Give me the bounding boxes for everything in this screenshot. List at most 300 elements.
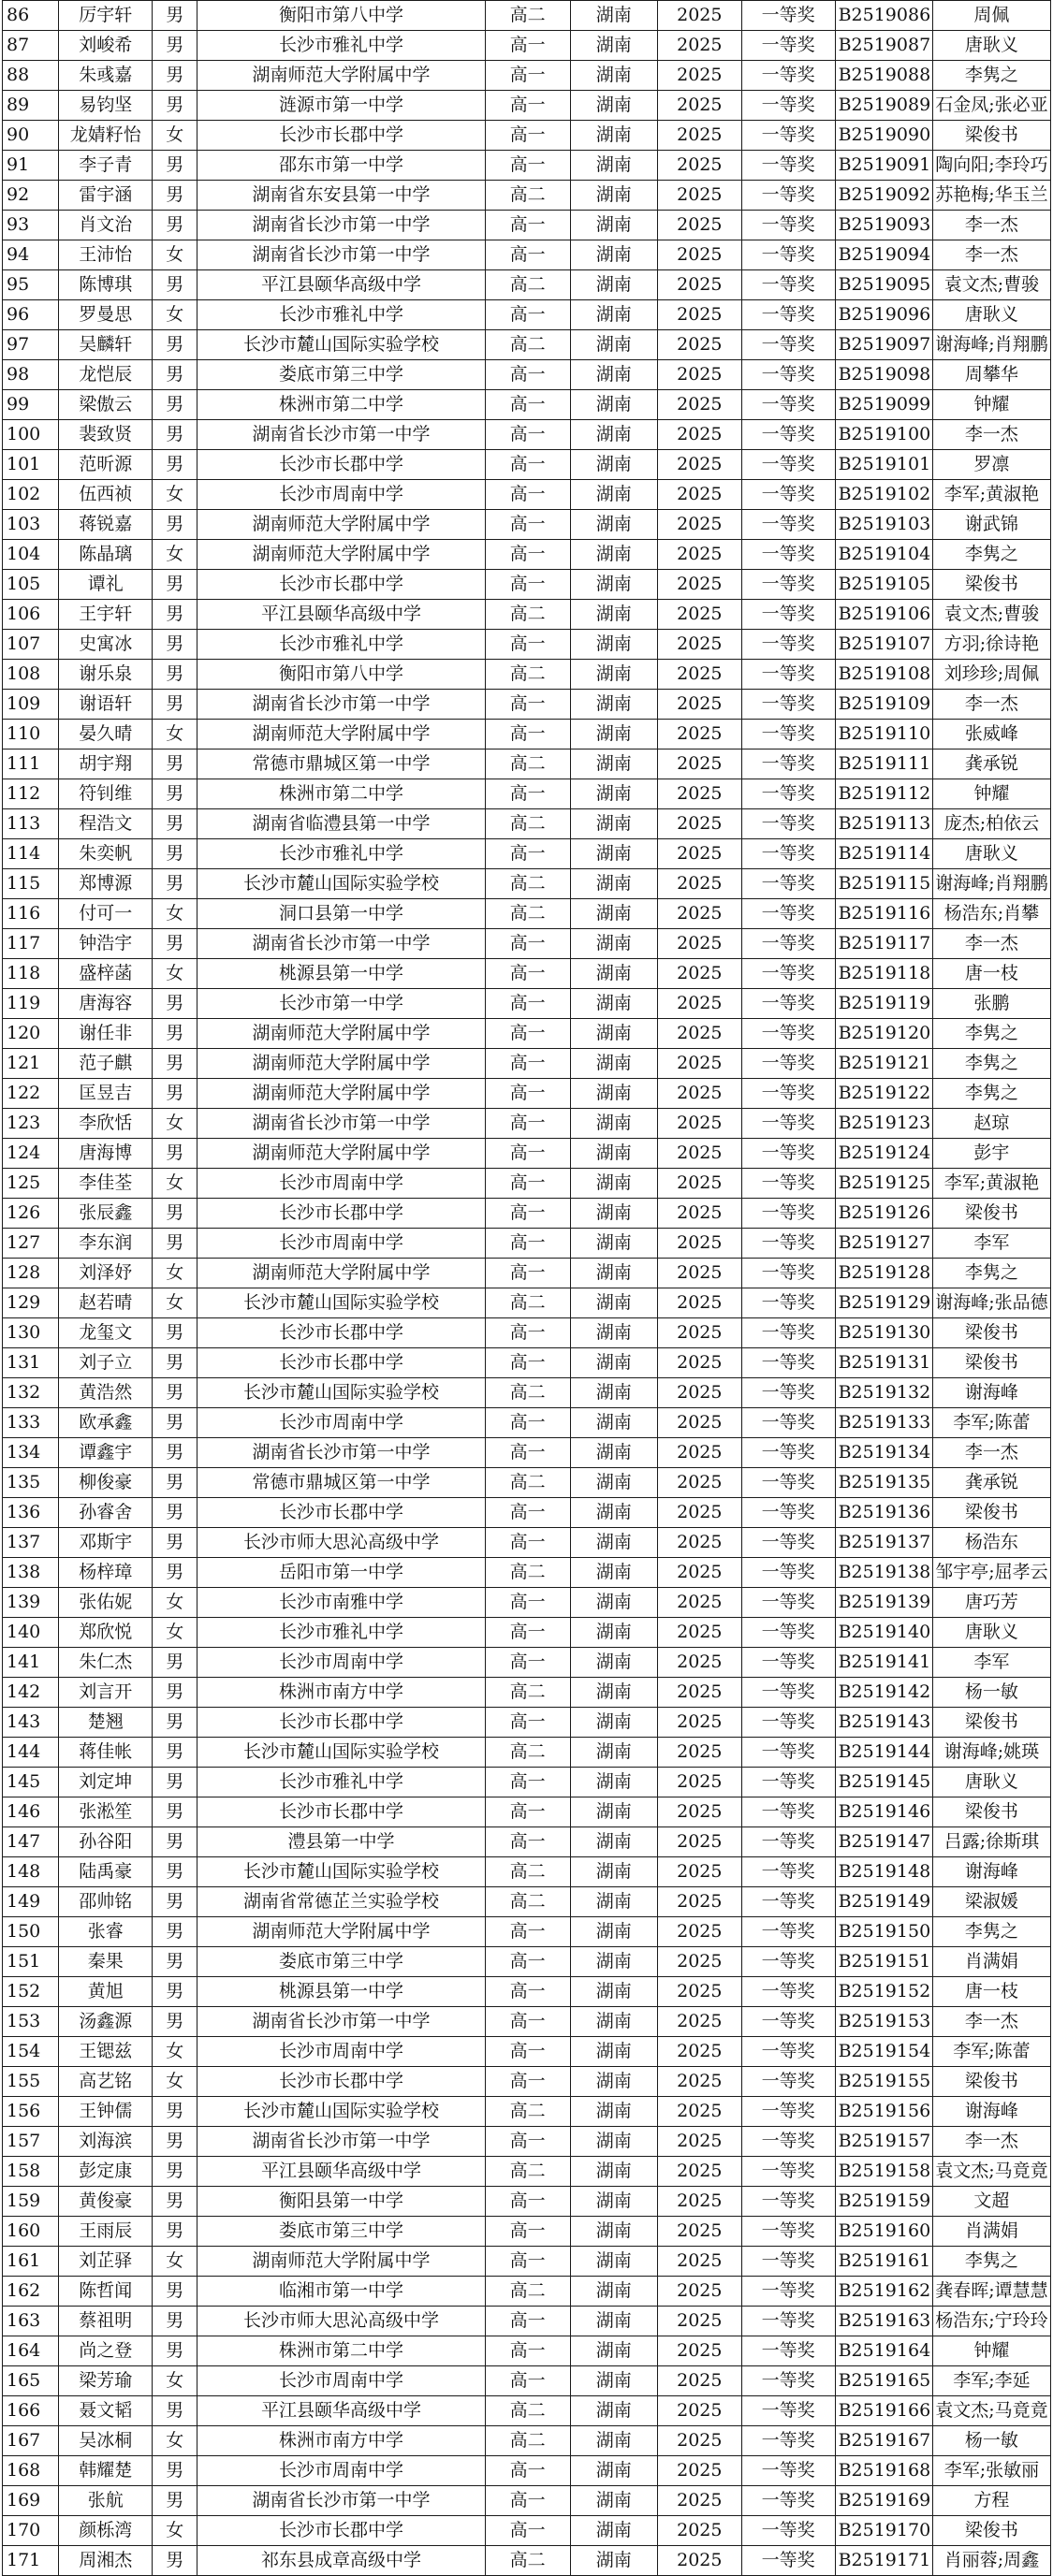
province-cell: 湖南 bbox=[570, 1408, 657, 1438]
school-cell: 桃源县第一中学 bbox=[197, 959, 485, 989]
grade-cell: 高一 bbox=[485, 1199, 570, 1229]
year-cell: 2025 bbox=[657, 1199, 741, 1229]
province-cell: 湖南 bbox=[570, 2037, 657, 2067]
student-name-cell: 罗曼思 bbox=[59, 300, 153, 330]
award-cell: 一等奖 bbox=[741, 300, 835, 330]
province-cell: 湖南 bbox=[570, 899, 657, 929]
certificate-number-cell: B2519145 bbox=[835, 1768, 932, 1797]
row-number-cell: 153 bbox=[3, 2007, 59, 2037]
school-cell: 湖南师范大学附属中学 bbox=[197, 1049, 485, 1079]
student-name-cell: 王宇轩 bbox=[59, 600, 153, 630]
teacher-cell: 彭宇 bbox=[932, 1139, 1050, 1169]
province-cell: 湖南 bbox=[570, 1468, 657, 1498]
year-cell: 2025 bbox=[657, 929, 741, 959]
certificate-number-cell: B2519153 bbox=[835, 2007, 932, 2037]
grade-cell: 高一 bbox=[485, 1318, 570, 1348]
certificate-number-cell: B2519119 bbox=[835, 989, 932, 1019]
grade-cell: 高一 bbox=[485, 2516, 570, 2546]
certificate-number-cell: B2519170 bbox=[835, 2516, 932, 2546]
row-number-cell: 159 bbox=[3, 2187, 59, 2217]
gender-cell: 女 bbox=[153, 2516, 197, 2546]
table-row bbox=[3, 1049, 1051, 1079]
student-name-cell: 龙婧籽怡 bbox=[59, 121, 153, 151]
student-name-cell: 柳俊豪 bbox=[59, 1468, 153, 1498]
teacher-cell: 杨一敏 bbox=[932, 2426, 1050, 2456]
grade-cell: 高一 bbox=[485, 2456, 570, 2486]
row-number-cell: 156 bbox=[3, 2097, 59, 2127]
year-cell: 2025 bbox=[657, 1229, 741, 1259]
row-number-cell: 88 bbox=[3, 61, 59, 91]
school-cell: 湖南省长沙市第一中学 bbox=[197, 929, 485, 959]
grade-cell: 高一 bbox=[485, 839, 570, 869]
year-cell: 2025 bbox=[657, 31, 741, 61]
school-cell: 长沙市雅礼中学 bbox=[197, 630, 485, 660]
award-cell: 一等奖 bbox=[741, 1887, 835, 1917]
certificate-number-cell: B2519167 bbox=[835, 2426, 932, 2456]
grade-cell: 高一 bbox=[485, 31, 570, 61]
award-cell: 一等奖 bbox=[741, 1618, 835, 1648]
school-cell: 湖南省长沙市第一中学 bbox=[197, 240, 485, 270]
award-cell: 一等奖 bbox=[741, 2516, 835, 2546]
student-name-cell: 易钧坚 bbox=[59, 91, 153, 121]
gender-cell: 男 bbox=[153, 1558, 197, 1588]
certificate-number-cell: B2519143 bbox=[835, 1708, 932, 1738]
grade-cell: 高二 bbox=[485, 1288, 570, 1318]
certificate-number-cell: B2519098 bbox=[835, 360, 932, 390]
table-row bbox=[3, 720, 1051, 750]
gender-cell: 男 bbox=[153, 839, 197, 869]
row-number-cell: 90 bbox=[3, 121, 59, 151]
grade-cell: 高一 bbox=[485, 1169, 570, 1199]
certificate-number-cell: B2519110 bbox=[835, 720, 932, 750]
row-number-cell: 144 bbox=[3, 1738, 59, 1768]
certificate-number-cell: B2519124 bbox=[835, 1139, 932, 1169]
year-cell: 2025 bbox=[657, 1977, 741, 2007]
school-cell: 长沙市麓山国际实验学校 bbox=[197, 1738, 485, 1768]
award-cell: 一等奖 bbox=[741, 1947, 835, 1977]
school-cell: 湖南师范大学附属中学 bbox=[197, 1139, 485, 1169]
gender-cell: 男 bbox=[153, 1, 197, 31]
province-cell: 湖南 bbox=[570, 390, 657, 420]
certificate-number-cell: B2519132 bbox=[835, 1378, 932, 1408]
grade-cell: 高一 bbox=[485, 1768, 570, 1797]
student-name-cell: 盛梓菡 bbox=[59, 959, 153, 989]
certificate-number-cell: B2519165 bbox=[835, 2366, 932, 2396]
student-name-cell: 谢任非 bbox=[59, 1019, 153, 1049]
award-cell: 一等奖 bbox=[741, 1079, 835, 1109]
row-number-cell: 94 bbox=[3, 240, 59, 270]
gender-cell: 女 bbox=[153, 1169, 197, 1199]
grade-cell: 高一 bbox=[485, 2366, 570, 2396]
table-row bbox=[3, 570, 1051, 600]
province-cell: 湖南 bbox=[570, 809, 657, 839]
year-cell: 2025 bbox=[657, 360, 741, 390]
school-cell: 长沙市雅礼中学 bbox=[197, 300, 485, 330]
row-number-cell: 114 bbox=[3, 839, 59, 869]
gender-cell: 男 bbox=[153, 91, 197, 121]
table-row bbox=[3, 1199, 1051, 1229]
gender-cell: 男 bbox=[153, 1857, 197, 1887]
school-cell: 湖南省东安县第一中学 bbox=[197, 181, 485, 211]
teacher-cell: 谢武锦 bbox=[932, 510, 1050, 540]
school-cell: 长沙市雅礼中学 bbox=[197, 1618, 485, 1648]
award-cell: 一等奖 bbox=[741, 1378, 835, 1408]
certificate-number-cell: B2519128 bbox=[835, 1259, 932, 1288]
teacher-cell: 梁俊书 bbox=[932, 1348, 1050, 1378]
gender-cell: 男 bbox=[153, 390, 197, 420]
table-row bbox=[3, 1408, 1051, 1438]
gender-cell: 女 bbox=[153, 240, 197, 270]
teacher-cell: 李隽之 bbox=[932, 1049, 1050, 1079]
student-name-cell: 高艺铭 bbox=[59, 2067, 153, 2097]
year-cell: 2025 bbox=[657, 1049, 741, 1079]
student-name-cell: 雷宇涵 bbox=[59, 181, 153, 211]
student-name-cell: 刘定坤 bbox=[59, 1768, 153, 1797]
award-cell: 一等奖 bbox=[741, 720, 835, 750]
gender-cell: 男 bbox=[153, 510, 197, 540]
award-cell: 一等奖 bbox=[741, 390, 835, 420]
award-cell: 一等奖 bbox=[741, 1348, 835, 1378]
table-row bbox=[3, 899, 1051, 929]
gender-cell: 女 bbox=[153, 2426, 197, 2456]
grade-cell: 高一 bbox=[485, 390, 570, 420]
school-cell: 洞口县第一中学 bbox=[197, 899, 485, 929]
year-cell: 2025 bbox=[657, 2217, 741, 2247]
table-row bbox=[3, 510, 1051, 540]
student-name-cell: 杨梓璋 bbox=[59, 1558, 153, 1588]
student-name-cell: 韩耀楚 bbox=[59, 2456, 153, 2486]
certificate-number-cell: B2519108 bbox=[835, 660, 932, 690]
grade-cell: 高二 bbox=[485, 1887, 570, 1917]
row-number-cell: 157 bbox=[3, 2127, 59, 2157]
table-row bbox=[3, 330, 1051, 360]
award-cell: 一等奖 bbox=[741, 2037, 835, 2067]
school-cell: 长沙市麓山国际实验学校 bbox=[197, 2097, 485, 2127]
year-cell: 2025 bbox=[657, 1378, 741, 1408]
teacher-cell: 庞杰;柏依云 bbox=[932, 809, 1050, 839]
table-row bbox=[3, 211, 1051, 240]
teacher-cell: 张威峰 bbox=[932, 720, 1050, 750]
row-number-cell: 118 bbox=[3, 959, 59, 989]
province-cell: 湖南 bbox=[570, 720, 657, 750]
teacher-cell: 袁文杰;马竟竟 bbox=[932, 2157, 1050, 2187]
row-number-cell: 123 bbox=[3, 1109, 59, 1139]
school-cell: 湖南省长沙市第一中学 bbox=[197, 2127, 485, 2157]
grade-cell: 高一 bbox=[485, 360, 570, 390]
school-cell: 长沙市长郡中学 bbox=[197, 121, 485, 151]
school-cell: 湖南省临澧县第一中学 bbox=[197, 809, 485, 839]
table-row bbox=[3, 2097, 1051, 2127]
province-cell: 湖南 bbox=[570, 1348, 657, 1378]
year-cell: 2025 bbox=[657, 450, 741, 480]
row-number-cell: 129 bbox=[3, 1288, 59, 1318]
table-row bbox=[3, 2336, 1051, 2366]
province-cell: 湖南 bbox=[570, 151, 657, 181]
province-cell: 湖南 bbox=[570, 330, 657, 360]
gender-cell: 男 bbox=[153, 360, 197, 390]
teacher-cell: 唐一枝 bbox=[932, 1977, 1050, 2007]
student-name-cell: 蔡祖明 bbox=[59, 2307, 153, 2336]
province-cell: 湖南 bbox=[570, 2007, 657, 2037]
table-row bbox=[3, 1468, 1051, 1498]
gender-cell: 女 bbox=[153, 1288, 197, 1318]
province-cell: 湖南 bbox=[570, 929, 657, 959]
teacher-cell: 龚承锐 bbox=[932, 750, 1050, 779]
certificate-number-cell: B2519162 bbox=[835, 2277, 932, 2307]
student-name-cell: 晏久晴 bbox=[59, 720, 153, 750]
row-number-cell: 163 bbox=[3, 2307, 59, 2336]
teacher-cell: 李军;李延 bbox=[932, 2366, 1050, 2396]
certificate-number-cell: B2519161 bbox=[835, 2247, 932, 2277]
table-row bbox=[3, 869, 1051, 899]
student-name-cell: 李子青 bbox=[59, 151, 153, 181]
year-cell: 2025 bbox=[657, 899, 741, 929]
year-cell: 2025 bbox=[657, 660, 741, 690]
award-cell: 一等奖 bbox=[741, 809, 835, 839]
student-name-cell: 郑欣悦 bbox=[59, 1618, 153, 1648]
table-row bbox=[3, 91, 1051, 121]
grade-cell: 高二 bbox=[485, 899, 570, 929]
gender-cell: 男 bbox=[153, 1468, 197, 1498]
year-cell: 2025 bbox=[657, 1558, 741, 1588]
row-number-cell: 86 bbox=[3, 1, 59, 31]
grade-cell: 高一 bbox=[485, 1438, 570, 1468]
grade-cell: 高一 bbox=[485, 300, 570, 330]
certificate-number-cell: B2519100 bbox=[835, 420, 932, 450]
year-cell: 2025 bbox=[657, 1797, 741, 1827]
teacher-cell: 袁文杰;马竟竟 bbox=[932, 2396, 1050, 2426]
row-number-cell: 130 bbox=[3, 1318, 59, 1348]
row-number-cell: 125 bbox=[3, 1169, 59, 1199]
award-cell: 一等奖 bbox=[741, 1259, 835, 1288]
award-cell: 一等奖 bbox=[741, 2247, 835, 2277]
certificate-number-cell: B2519168 bbox=[835, 2456, 932, 2486]
school-cell: 长沙市长郡中学 bbox=[197, 570, 485, 600]
row-number-cell: 112 bbox=[3, 779, 59, 809]
year-cell: 2025 bbox=[657, 1498, 741, 1528]
row-number-cell: 120 bbox=[3, 1019, 59, 1049]
school-cell: 衡阳县第一中学 bbox=[197, 2187, 485, 2217]
row-number-cell: 111 bbox=[3, 750, 59, 779]
row-number-cell: 121 bbox=[3, 1049, 59, 1079]
teacher-cell: 龚春晖;谭慧慧 bbox=[932, 2277, 1050, 2307]
province-cell: 湖南 bbox=[570, 2366, 657, 2396]
year-cell: 2025 bbox=[657, 1288, 741, 1318]
certificate-number-cell: B2519140 bbox=[835, 1618, 932, 1648]
teacher-cell: 李隽之 bbox=[932, 1019, 1050, 1049]
table-row bbox=[3, 1708, 1051, 1738]
student-name-cell: 李佳荃 bbox=[59, 1169, 153, 1199]
table-row bbox=[3, 1827, 1051, 1857]
year-cell: 2025 bbox=[657, 2396, 741, 2426]
table-row bbox=[3, 2456, 1051, 2486]
student-name-cell: 张佑妮 bbox=[59, 1588, 153, 1618]
school-cell: 长沙市长郡中学 bbox=[197, 1797, 485, 1827]
table-row bbox=[3, 1528, 1051, 1558]
award-cell: 一等奖 bbox=[741, 2336, 835, 2366]
award-cell: 一等奖 bbox=[741, 2217, 835, 2247]
student-name-cell: 颜栎湾 bbox=[59, 2516, 153, 2546]
teacher-cell: 周佩 bbox=[932, 1, 1050, 31]
grade-cell: 高一 bbox=[485, 2217, 570, 2247]
student-name-cell: 赵若晴 bbox=[59, 1288, 153, 1318]
teacher-cell: 李军;黄淑艳 bbox=[932, 1169, 1050, 1199]
province-cell: 湖南 bbox=[570, 1887, 657, 1917]
grade-cell: 高一 bbox=[485, 1827, 570, 1857]
award-cell: 一等奖 bbox=[741, 1797, 835, 1827]
certificate-number-cell: B2519171 bbox=[835, 2546, 932, 2576]
student-name-cell: 楚翘 bbox=[59, 1708, 153, 1738]
table-row bbox=[3, 2307, 1051, 2336]
grade-cell: 高二 bbox=[485, 1857, 570, 1887]
certificate-number-cell: B2519104 bbox=[835, 540, 932, 570]
gender-cell: 男 bbox=[153, 1797, 197, 1827]
province-cell: 湖南 bbox=[570, 2456, 657, 2486]
grade-cell: 高一 bbox=[485, 690, 570, 720]
row-number-cell: 122 bbox=[3, 1079, 59, 1109]
table-row bbox=[3, 1229, 1051, 1259]
teacher-cell: 杨浩东 bbox=[932, 1528, 1050, 1558]
gender-cell: 男 bbox=[153, 1947, 197, 1977]
teacher-cell: 唐耿义 bbox=[932, 300, 1050, 330]
student-name-cell: 尚之登 bbox=[59, 2336, 153, 2366]
student-name-cell: 陈哲闻 bbox=[59, 2277, 153, 2307]
gender-cell: 女 bbox=[153, 300, 197, 330]
certificate-number-cell: B2519164 bbox=[835, 2336, 932, 2366]
award-cell: 一等奖 bbox=[741, 360, 835, 390]
row-number-cell: 95 bbox=[3, 270, 59, 300]
student-name-cell: 朱仁杰 bbox=[59, 1648, 153, 1678]
row-number-cell: 131 bbox=[3, 1348, 59, 1378]
grade-cell: 高一 bbox=[485, 91, 570, 121]
province-cell: 湖南 bbox=[570, 1917, 657, 1947]
award-cell: 一等奖 bbox=[741, 61, 835, 91]
year-cell: 2025 bbox=[657, 2277, 741, 2307]
student-name-cell: 秦果 bbox=[59, 1947, 153, 1977]
award-cell: 一等奖 bbox=[741, 1528, 835, 1558]
certificate-number-cell: B2519111 bbox=[835, 750, 932, 779]
row-number-cell: 141 bbox=[3, 1648, 59, 1678]
table-row bbox=[3, 989, 1051, 1019]
grade-cell: 高一 bbox=[485, 540, 570, 570]
gender-cell: 男 bbox=[153, 690, 197, 720]
row-number-cell: 128 bbox=[3, 1259, 59, 1288]
certificate-number-cell: B2519141 bbox=[835, 1648, 932, 1678]
student-name-cell: 孙谷阳 bbox=[59, 1827, 153, 1857]
gender-cell: 男 bbox=[153, 1738, 197, 1768]
row-number-cell: 160 bbox=[3, 2217, 59, 2247]
year-cell: 2025 bbox=[657, 1618, 741, 1648]
school-cell: 临湘市第一中学 bbox=[197, 2277, 485, 2307]
teacher-cell: 李一杰 bbox=[932, 929, 1050, 959]
gender-cell: 男 bbox=[153, 1199, 197, 1229]
table-row bbox=[3, 2067, 1051, 2097]
province-cell: 湖南 bbox=[570, 2426, 657, 2456]
province-cell: 湖南 bbox=[570, 2157, 657, 2187]
certificate-number-cell: B2519151 bbox=[835, 1947, 932, 1977]
award-cell: 一等奖 bbox=[741, 1408, 835, 1438]
province-cell: 湖南 bbox=[570, 1857, 657, 1887]
grade-cell: 高一 bbox=[485, 989, 570, 1019]
certificate-number-cell: B2519099 bbox=[835, 390, 932, 420]
province-cell: 湖南 bbox=[570, 1169, 657, 1199]
grade-cell: 高一 bbox=[485, 1947, 570, 1977]
school-cell: 娄底市第三中学 bbox=[197, 2217, 485, 2247]
award-list-table bbox=[2, 0, 1051, 2576]
award-cell: 一等奖 bbox=[741, 2067, 835, 2097]
teacher-cell: 李一杰 bbox=[932, 211, 1050, 240]
row-number-cell: 147 bbox=[3, 1827, 59, 1857]
award-cell: 一等奖 bbox=[741, 1648, 835, 1678]
province-cell: 湖南 bbox=[570, 690, 657, 720]
row-number-cell: 168 bbox=[3, 2456, 59, 2486]
teacher-cell: 李一杰 bbox=[932, 2007, 1050, 2037]
gender-cell: 男 bbox=[153, 2396, 197, 2426]
grade-cell: 高二 bbox=[485, 660, 570, 690]
teacher-cell: 李隽之 bbox=[932, 1259, 1050, 1288]
student-name-cell: 郑博源 bbox=[59, 869, 153, 899]
teacher-cell: 周攀华 bbox=[932, 360, 1050, 390]
certificate-number-cell: B2519136 bbox=[835, 1498, 932, 1528]
row-number-cell: 97 bbox=[3, 330, 59, 360]
year-cell: 2025 bbox=[657, 211, 741, 240]
row-number-cell: 87 bbox=[3, 31, 59, 61]
table-row bbox=[3, 1079, 1051, 1109]
province-cell: 湖南 bbox=[570, 1049, 657, 1079]
row-number-cell: 93 bbox=[3, 211, 59, 240]
year-cell: 2025 bbox=[657, 2366, 741, 2396]
student-name-cell: 李东润 bbox=[59, 1229, 153, 1259]
year-cell: 2025 bbox=[657, 2456, 741, 2486]
student-name-cell: 欧承鑫 bbox=[59, 1408, 153, 1438]
grade-cell: 高一 bbox=[485, 1917, 570, 1947]
year-cell: 2025 bbox=[657, 1528, 741, 1558]
certificate-number-cell: B2519125 bbox=[835, 1169, 932, 1199]
student-name-cell: 王沛怡 bbox=[59, 240, 153, 270]
teacher-cell: 方羽;徐诗艳 bbox=[932, 630, 1050, 660]
gender-cell: 女 bbox=[153, 1588, 197, 1618]
year-cell: 2025 bbox=[657, 181, 741, 211]
province-cell: 湖南 bbox=[570, 240, 657, 270]
grade-cell: 高一 bbox=[485, 720, 570, 750]
table-row bbox=[3, 270, 1051, 300]
grade-cell: 高一 bbox=[485, 211, 570, 240]
certificate-number-cell: B2519096 bbox=[835, 300, 932, 330]
certificate-number-cell: B2519156 bbox=[835, 2097, 932, 2127]
year-cell: 2025 bbox=[657, 2097, 741, 2127]
school-cell: 株洲市第二中学 bbox=[197, 779, 485, 809]
certificate-number-cell: B2519089 bbox=[835, 91, 932, 121]
grade-cell: 高二 bbox=[485, 330, 570, 360]
table-row bbox=[3, 2516, 1051, 2546]
award-list-body bbox=[3, 1, 1051, 2576]
school-cell: 株洲市南方中学 bbox=[197, 2426, 485, 2456]
table-row bbox=[3, 1618, 1051, 1648]
student-name-cell: 胡宇翔 bbox=[59, 750, 153, 779]
province-cell: 湖南 bbox=[570, 750, 657, 779]
year-cell: 2025 bbox=[657, 1318, 741, 1348]
grade-cell: 高一 bbox=[485, 1049, 570, 1079]
year-cell: 2025 bbox=[657, 1259, 741, 1288]
teacher-cell: 肖满娟 bbox=[932, 1947, 1050, 1977]
teacher-cell: 李军;张敏丽 bbox=[932, 2456, 1050, 2486]
award-cell: 一等奖 bbox=[741, 600, 835, 630]
province-cell: 湖南 bbox=[570, 1827, 657, 1857]
row-number-cell: 100 bbox=[3, 420, 59, 450]
student-name-cell: 肖文治 bbox=[59, 211, 153, 240]
grade-cell: 高一 bbox=[485, 61, 570, 91]
gender-cell: 男 bbox=[153, 809, 197, 839]
